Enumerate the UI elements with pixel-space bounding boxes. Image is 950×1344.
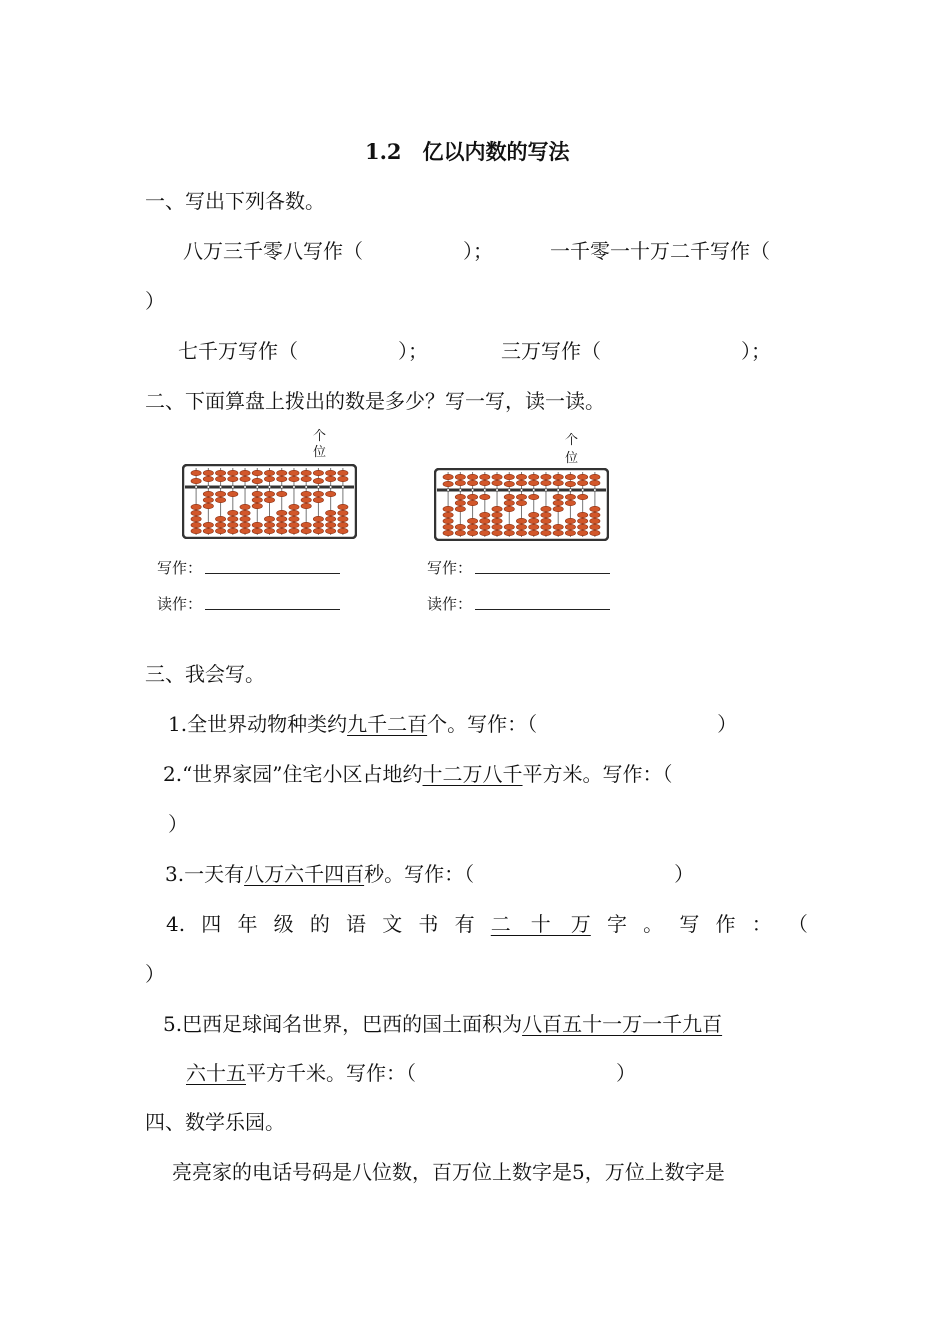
s3-q4-char: ： bbox=[751, 912, 772, 936]
s3-q4-char: 年 bbox=[237, 912, 258, 936]
q1-line-a: 八万三千零八写作（ ）； bbox=[183, 239, 493, 263]
q2-line-b: 三万写作（ ）； bbox=[501, 339, 771, 363]
s3-q1-answer: 个。写作：（ ） bbox=[427, 712, 738, 736]
s3-q4-char: 有 bbox=[454, 912, 475, 936]
s3-q4-close: ） bbox=[145, 962, 165, 986]
s3-q2-underlined: 十二万八千 bbox=[422, 762, 523, 786]
s3-q2-answer: 平方米。写作：（ bbox=[522, 762, 673, 786]
s3-q4-char: 语 bbox=[346, 912, 367, 936]
s3-q5 bbox=[163, 1012, 722, 1036]
s3-q4-char: 四 bbox=[201, 912, 222, 936]
s3-q4-char: 写 bbox=[679, 912, 700, 936]
s3-q4-char: 书 bbox=[418, 912, 439, 936]
s3-q3 bbox=[165, 862, 694, 886]
s3-q1 bbox=[168, 712, 737, 736]
section3-heading: 三、我会写。 bbox=[145, 662, 265, 686]
s3-q5-text: 5.巴西足球闻名世界，巴西的国土面积为 bbox=[163, 1012, 523, 1036]
s3-q4-char: （ bbox=[787, 912, 808, 936]
s3-q4-char: 的 bbox=[309, 912, 330, 936]
s3-q3-text: 3.一天有 bbox=[165, 862, 245, 886]
abacus-image bbox=[434, 468, 609, 541]
section4-text: 亮亮家的电话号码是八位数，百万位上数字是5，万位上数字是 bbox=[172, 1160, 725, 1184]
ones-place-label-top: 个 bbox=[313, 429, 327, 444]
abacus-2 bbox=[434, 432, 609, 542]
s3-q4-char: 4. bbox=[166, 912, 186, 936]
s3-q5-underlined-1: 八百五十一万一千九百 bbox=[522, 1012, 723, 1036]
q2-line-a: 七千万写作（ ）； bbox=[178, 339, 428, 363]
s3-q2-close: ） bbox=[168, 812, 188, 836]
read-label-2: 读作： bbox=[427, 595, 473, 613]
ones-place-label-bottom: 位 bbox=[313, 445, 327, 460]
s3-q2 bbox=[163, 762, 673, 786]
q1-line-c: ） bbox=[145, 289, 165, 313]
s3-q5-line2 bbox=[186, 1061, 636, 1085]
read-blank-2[interactable] bbox=[475, 609, 610, 610]
ones-place-label-top: 个 bbox=[565, 433, 579, 448]
s3-q2-text: 2.“世界家园”住宅小区占地约 bbox=[163, 762, 423, 786]
q1-line-b: 一千零一十万二千写作（ bbox=[550, 239, 770, 263]
s3-q4-char: 级 bbox=[273, 912, 294, 936]
s3-q1-text: 1.全世界动物种类约 bbox=[168, 712, 348, 736]
abacus-1 bbox=[182, 428, 357, 538]
s3-q5-answer: 平方千米。写作：（ ） bbox=[246, 1061, 636, 1085]
read-label-1: 读作： bbox=[157, 595, 203, 613]
s3-q4-char: 字 bbox=[606, 912, 627, 936]
ones-place-label-bottom: 位 bbox=[565, 451, 579, 466]
write-label-1: 写作： bbox=[157, 559, 203, 577]
s3-q4-underlined: 二 十 万 bbox=[490, 912, 591, 936]
read-blank-1[interactable] bbox=[205, 609, 340, 610]
section1-heading: 一、写出下列各数。 bbox=[145, 189, 325, 213]
abacus-image bbox=[182, 464, 357, 539]
s3-q3-underlined: 八万六千四百 bbox=[244, 862, 365, 886]
section4-heading: 四、数学乐园。 bbox=[145, 1110, 285, 1134]
s3-q1-underlined: 九千二百 bbox=[347, 712, 428, 736]
s3-q4-char: 作 bbox=[715, 912, 736, 936]
s3-q4-char: 。 bbox=[643, 912, 664, 936]
s3-q5-underlined-2: 六十五 bbox=[186, 1061, 246, 1085]
s3-q3-answer: 秒。写作：（ ） bbox=[364, 862, 695, 886]
write-blank-2[interactable] bbox=[475, 573, 610, 574]
page-title: 1.2 亿以内数的写法 bbox=[365, 139, 570, 164]
write-blank-1[interactable] bbox=[205, 573, 340, 574]
section2-heading: 二、下面算盘上拨出的数是多少？写一写，读一读。 bbox=[145, 389, 605, 413]
s3-q4-char: 文 bbox=[382, 912, 403, 936]
s3-q4 bbox=[166, 912, 808, 936]
write-label-2: 写作： bbox=[427, 559, 473, 577]
